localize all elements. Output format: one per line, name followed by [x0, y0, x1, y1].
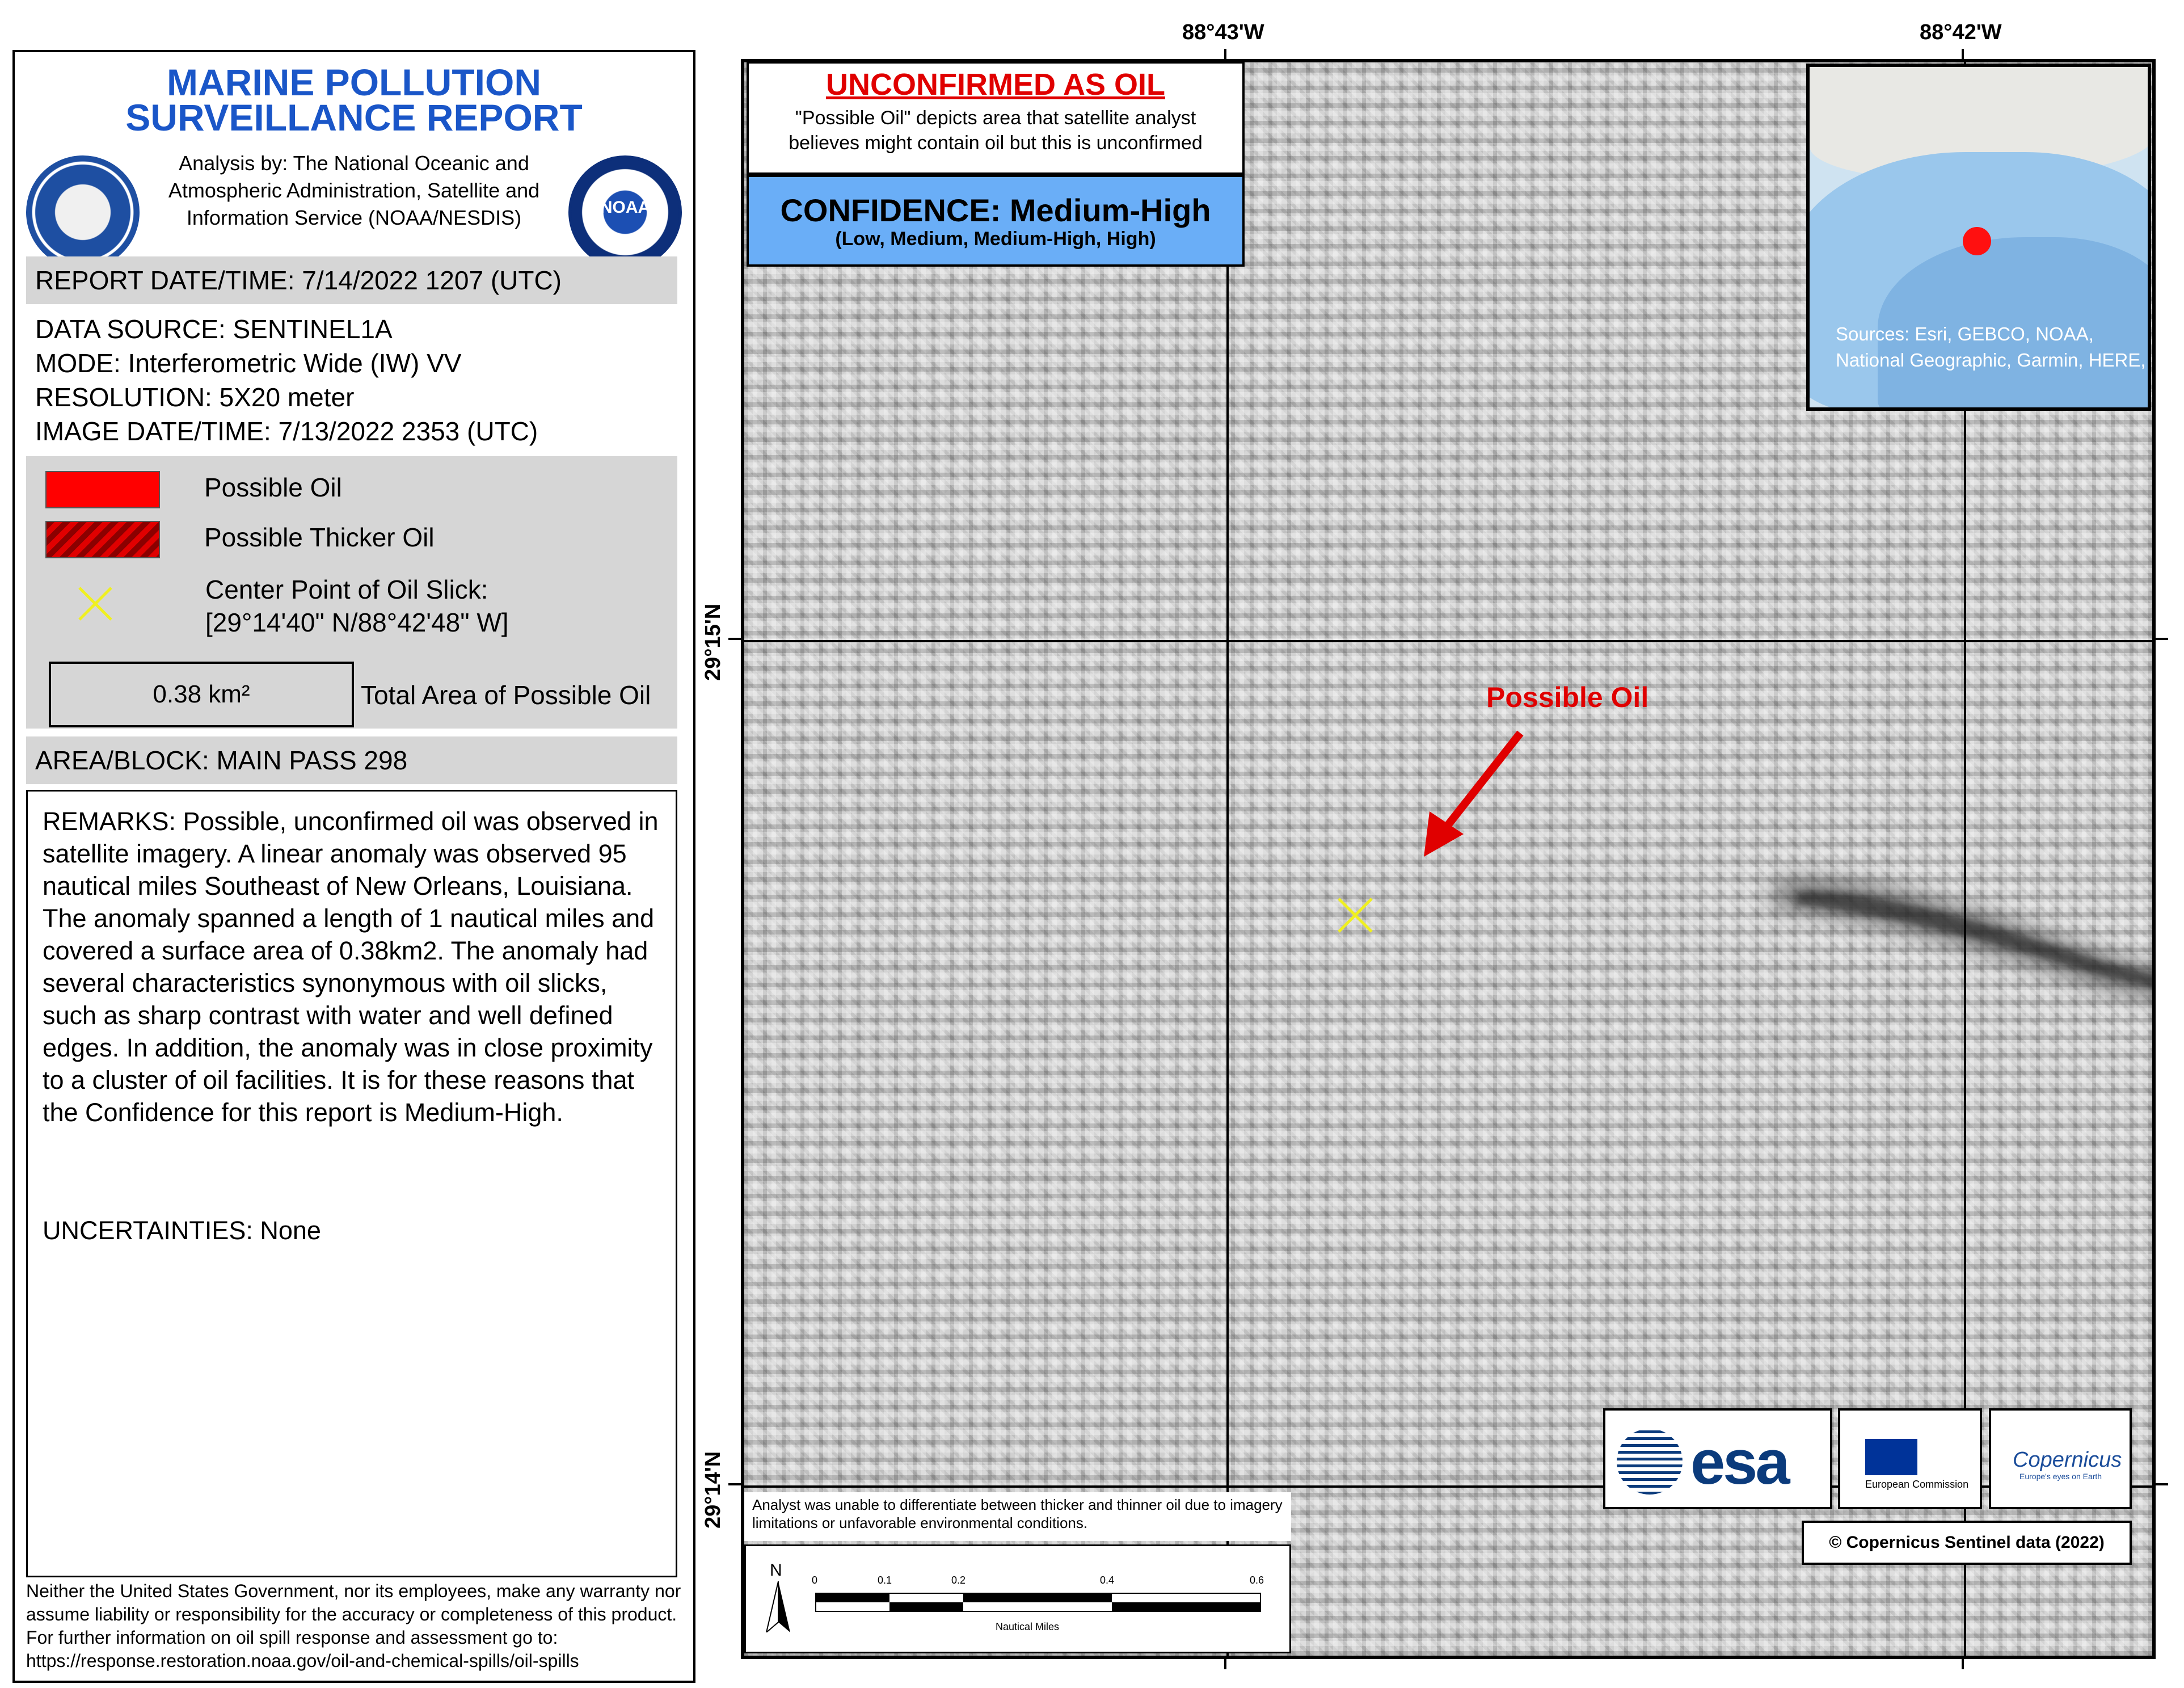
- oil-slick-center-marker-icon: [1336, 896, 1374, 934]
- possible-oil-legend-label: Possible Oil: [204, 473, 342, 502]
- report-title: MARINE POLLUTION SURVEILLANCE REPORT: [125, 61, 583, 138]
- center-point-coords: [29°14'40" N/88°42'48" W]: [205, 608, 509, 637]
- scale-tick-0: 0: [812, 1575, 818, 1586]
- mode: MODE: Interferometric Wide (IW) VV: [35, 348, 462, 378]
- scale-tick-2: 0.2: [951, 1575, 966, 1586]
- confidence-box: [747, 175, 1245, 267]
- report-datetime: REPORT DATE/TIME: 7/14/2022 1207 (UTC): [26, 256, 677, 304]
- resolution: RESOLUTION: 5X20 meter: [35, 382, 355, 412]
- location-dot-icon: [1963, 227, 1991, 255]
- noaa-logo-icon: NOAA: [568, 155, 682, 269]
- possible-thicker-oil-legend-label: Possible Thicker Oil: [204, 523, 435, 552]
- department-of-commerce-seal-icon: [26, 155, 140, 269]
- parallel-29-15: [744, 640, 2156, 642]
- tick-left-29-15: [728, 638, 741, 640]
- confidence-level: CONFIDENCE: Medium-High: [780, 192, 1211, 228]
- scale-tick-1: 0.1: [878, 1575, 892, 1586]
- unconfirmed-description: "Possible Oil" depicts area that satellite analyst believes might contain oil but this is unconfirmed: [789, 107, 1203, 154]
- data-source: DATA SOURCE: SENTINEL1A: [35, 314, 393, 344]
- lon-label-88-43: 88°43'W: [1182, 20, 1264, 44]
- center-point-marker-icon: [77, 586, 113, 622]
- analysis-credit: Analysis by: The National Oceanic and Atmospheric Administration, Satellite and Information Service (NOAA/NESDIS): [168, 151, 540, 229]
- uncertainties: UNCERTAINTIES: None: [43, 1216, 321, 1245]
- meridian-88-43: [1226, 62, 1229, 1659]
- scale-bar: [744, 1544, 1291, 1653]
- center-point-label: Center Point of Oil Slick:: [205, 575, 488, 604]
- possible-oil-slick: [1754, 845, 2156, 1061]
- tick-top-88-42: [1962, 49, 1964, 61]
- scale-tick-3: 0.4: [1100, 1575, 1115, 1586]
- remarks-box: [26, 790, 677, 1577]
- inset-locator-map[interactable]: [1806, 64, 2151, 411]
- confidence-scale: (Low, Medium, Medium-High, High): [835, 228, 1156, 250]
- tick-bottom-88-43: [1224, 1657, 1226, 1669]
- european-commission-logo: European Commission: [1838, 1408, 1982, 1509]
- possible-oil-callout: Possible Oil: [1486, 681, 1649, 713]
- eu-flag-icon: [1865, 1439, 1917, 1475]
- tick-bottom-88-42: [1962, 1657, 1964, 1669]
- tick-right-29-15: [2156, 638, 2168, 640]
- total-area-value: 0.38 km²: [49, 662, 354, 727]
- lon-label-88-42: 88°42'W: [1920, 20, 2002, 44]
- disclaimer: Neither the United States Government, nor its employees, make any warranty nor assume liability or responsibility for the accuracy or completeness of this product. For further information on oil spill response and assessment go to: https://response.restoration.noaa.gov/oil-and-chemical-spills/oil-spills: [26, 1580, 684, 1673]
- lat-label-29-15: 29°15'N: [701, 603, 725, 681]
- callout-arrow-icon: [1407, 726, 1532, 862]
- analyst-note: Analyst was unable to differentiate between thicker and thinner oil due to imagery limitations or unfavorable environmental conditions.: [744, 1492, 1291, 1541]
- lat-label-29-14: 29°14'N: [701, 1451, 725, 1529]
- disclaimer-url[interactable]: https://response.restoration.noaa.gov/oil-and-chemical-spills/oil-spills: [26, 1651, 579, 1671]
- tick-right-29-14: [2156, 1483, 2168, 1485]
- remarks-text: REMARKS: Possible, unconfirmed oil was observed in satellite imagery. A linear anomaly was observed 95 nautical miles Southeast of New Orleans, Louisiana. The anomaly spanned a length of 1 nautical miles and covered a surface area of 0.38km2. The anomaly had several characteristics synonymous with oil slicks, such as sharp contrast with water and well defined edges. In addition, the anomaly was in close proximity to a cluster of oil facilities. It is for these reasons that the Confidence for this report is Medium-High.: [43, 807, 659, 1127]
- possible-thicker-oil-swatch: [45, 521, 160, 558]
- image-datetime: IMAGE DATE/TIME: 7/13/2022 2353 (UTC): [35, 416, 538, 446]
- scale-units: Nautical Miles: [996, 1621, 1060, 1632]
- north-arrow-icon: [765, 1581, 791, 1632]
- report-panel: [12, 50, 695, 1683]
- total-area-label: Total Area of Possible Oil: [361, 680, 651, 710]
- possible-oil-swatch: [45, 471, 160, 508]
- tick-top-88-43: [1224, 49, 1226, 61]
- copyright-notice: © Copernicus Sentinel data (2022): [1802, 1521, 2132, 1565]
- inset-sources: Sources: Esri, GEBCO, NOAA, National Geographic, Garmin, HERE,: [1836, 323, 2146, 371]
- north-label: N: [770, 1561, 782, 1580]
- esa-logo: esa: [1603, 1408, 1832, 1509]
- area-block: AREA/BLOCK: MAIN PASS 298: [26, 736, 677, 784]
- esa-swirl-icon: [1617, 1429, 1683, 1495]
- scale-tick-4: 0.6: [1250, 1575, 1264, 1586]
- copernicus-logo: Copernicus Europe's eyes on Earth: [1989, 1408, 2132, 1509]
- unconfirmed-title: UNCONFIRMED AS OIL: [826, 68, 1165, 102]
- scale-bar-graphic: [815, 1593, 1261, 1612]
- unconfirmed-notice: [747, 61, 1245, 175]
- tick-left-29-14: [728, 1483, 741, 1485]
